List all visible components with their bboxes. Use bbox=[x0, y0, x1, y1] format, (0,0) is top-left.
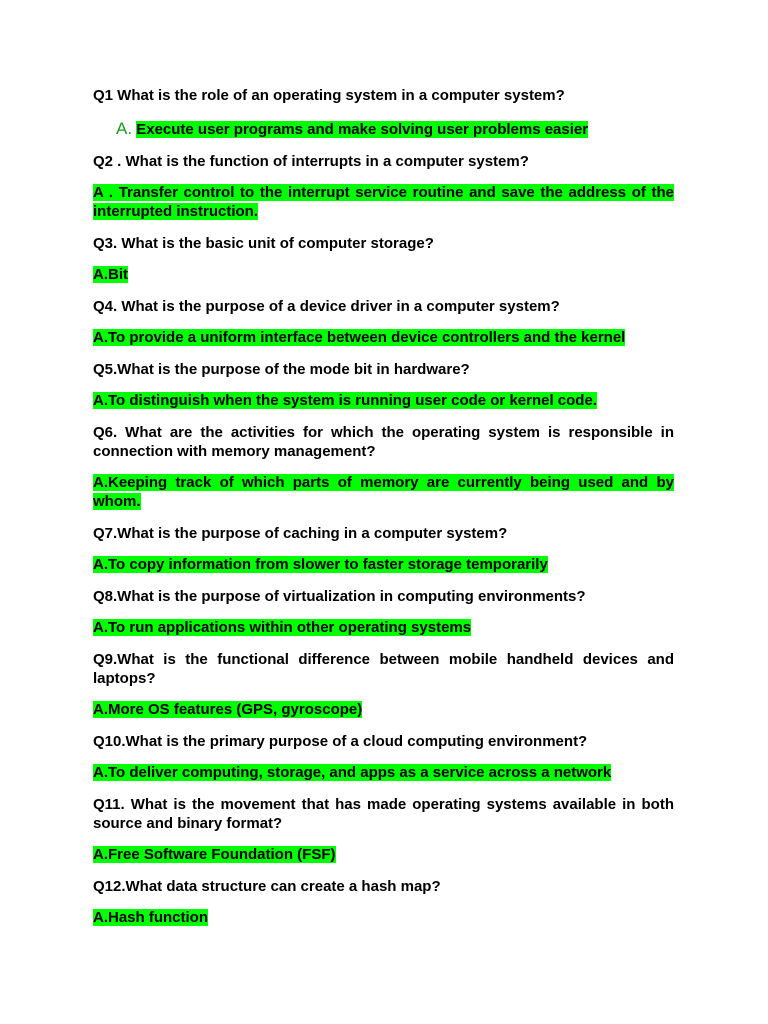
answer-5 bbox=[93, 391, 674, 410]
answer-1 bbox=[93, 119, 674, 139]
question-9: Q9.What is the functional difference between mobile handheld devices and laptops? bbox=[93, 650, 674, 687]
answer-6 bbox=[93, 473, 674, 511]
answer-4 bbox=[93, 328, 674, 347]
answer-8 bbox=[93, 618, 674, 637]
answer-4-text: A.To provide a uniform interface between device controllers and the kernel bbox=[93, 329, 626, 346]
answer-9 bbox=[93, 700, 674, 719]
answer-9-text: A.More OS features (GPS, gyroscope) bbox=[93, 701, 363, 718]
answer-11 bbox=[93, 845, 674, 864]
question-5: Q5.What is the purpose of the mode bit in hardware? bbox=[93, 360, 470, 378]
question-11: Q11. What is the movement that has made operating systems available in both source and binary format? bbox=[93, 795, 674, 832]
answer-7-text: A.To copy information from slower to faster storage temporarily bbox=[93, 556, 548, 573]
question-1: Q1 What is the role of an operating system in a computer system? bbox=[93, 87, 565, 104]
answer-12 bbox=[93, 908, 674, 927]
answer-1-prefix: A. bbox=[116, 119, 133, 138]
answer-3-text: A.Bit bbox=[93, 266, 128, 283]
question-4: Q4. What is the purpose of a device driver in a computer system? bbox=[93, 297, 560, 315]
answer-5-text: A.To distinguish when the system is running user code or kernel code. bbox=[93, 392, 597, 409]
answer-8-text: A.To run applications within other operating systems bbox=[93, 619, 472, 636]
answer-3 bbox=[93, 265, 674, 284]
question-3: Q3. What is the basic unit of computer storage? bbox=[93, 234, 434, 252]
question-7: Q7.What is the purpose of caching in a computer system? bbox=[93, 524, 508, 542]
answer-11-text: A.Free Software Foundation (FSF) bbox=[93, 846, 336, 863]
answer-10 bbox=[93, 763, 674, 782]
question-2: Q2 . What is the function of interrupts in a computer system? bbox=[93, 152, 529, 170]
question-12: Q12.What data structure can create a hash map? bbox=[93, 877, 441, 895]
document-page bbox=[93, 86, 674, 940]
answer-7 bbox=[93, 555, 674, 574]
answer-1-text: Execute user programs and make solving user problems easier bbox=[136, 121, 589, 138]
question-10: Q10.What is the primary purpose of a cloud computing environment? bbox=[93, 732, 588, 750]
answer-6-text: A.Keeping track of which parts of memory are currently being used and by whom. bbox=[93, 474, 674, 510]
answer-2-text: A . Transfer control to the interrupt service routine and save the address of the interrupted instruction. bbox=[93, 184, 674, 220]
answer-10-text: A.To deliver computing, storage, and apps as a service across a network bbox=[93, 764, 612, 781]
question-6: Q6. What are the activities for which the operating system is responsible in connection with memory management? bbox=[93, 423, 674, 460]
question-8: Q8.What is the purpose of virtualization in computing environments? bbox=[93, 587, 586, 605]
answer-12-text: A.Hash function bbox=[93, 909, 208, 926]
answer-2 bbox=[93, 183, 674, 221]
